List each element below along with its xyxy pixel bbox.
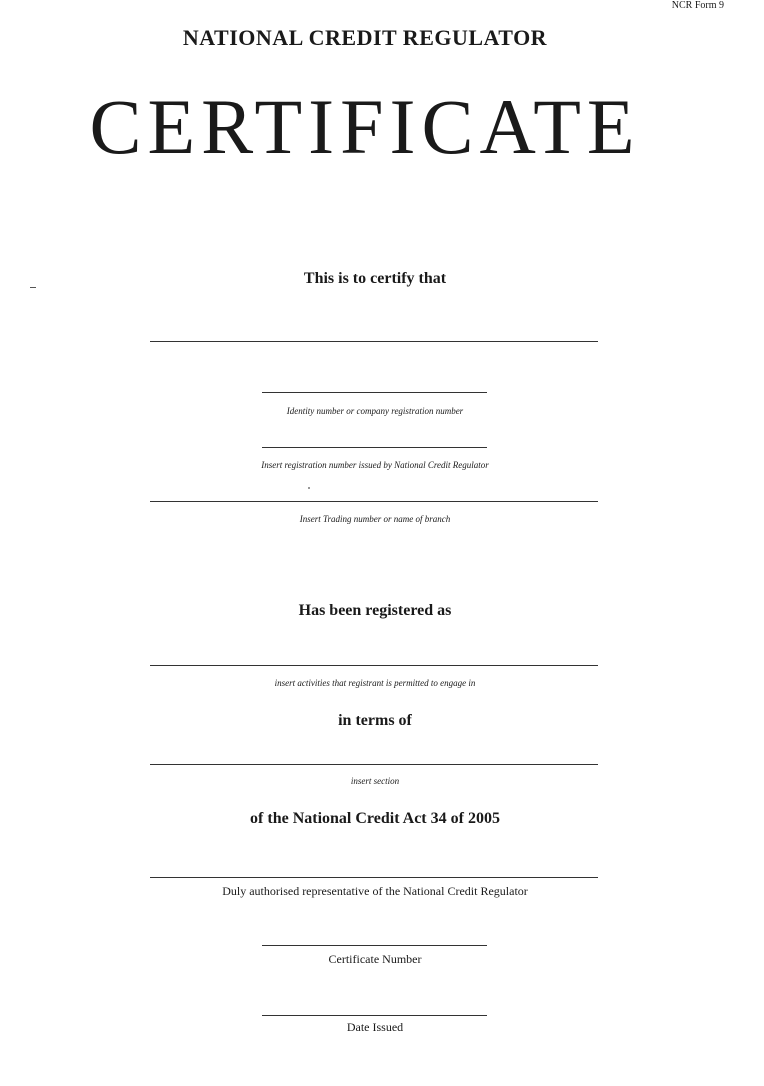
name-line [150, 341, 598, 342]
activities-caption: insert activities that registrant is permitted to engage in [274, 678, 476, 688]
registration-number-caption: Insert registration number issued by National Credit Regulator [261, 460, 489, 470]
form-number-label: NCR Form 9 [671, 0, 724, 11]
registration-number-line [262, 447, 487, 448]
trading-name-caption: Insert Trading number or name of branch [299, 514, 451, 524]
certificate-title: CERTIFICATE [89, 83, 641, 170]
organization-title: NATIONAL CREDIT REGULATOR [182, 25, 548, 50]
identity-number-caption: Identity number or company registration number [286, 406, 464, 416]
signature-caption: Duly authorised representative of the National Credit Regulator [222, 884, 528, 898]
signature-line [150, 877, 598, 878]
margin-mark [30, 287, 36, 288]
date-issued-label: Date Issued [346, 1020, 404, 1034]
section-caption: insert section [350, 776, 400, 786]
certificate-number-line [262, 945, 487, 946]
registered-as-text: Has been registered as [298, 602, 452, 619]
trading-name-line [150, 501, 598, 502]
in-terms-of-text: in terms of [338, 712, 412, 729]
section-line [150, 764, 598, 765]
certify-text: This is to certify that [303, 270, 447, 287]
identity-number-line [262, 392, 487, 393]
speck-mark [308, 487, 310, 489]
act-text: of the National Credit Act 34 of 2005 [250, 810, 500, 827]
activities-line [150, 665, 598, 666]
date-issued-line [262, 1015, 487, 1016]
certificate-number-label: Certificate Number [328, 952, 422, 966]
